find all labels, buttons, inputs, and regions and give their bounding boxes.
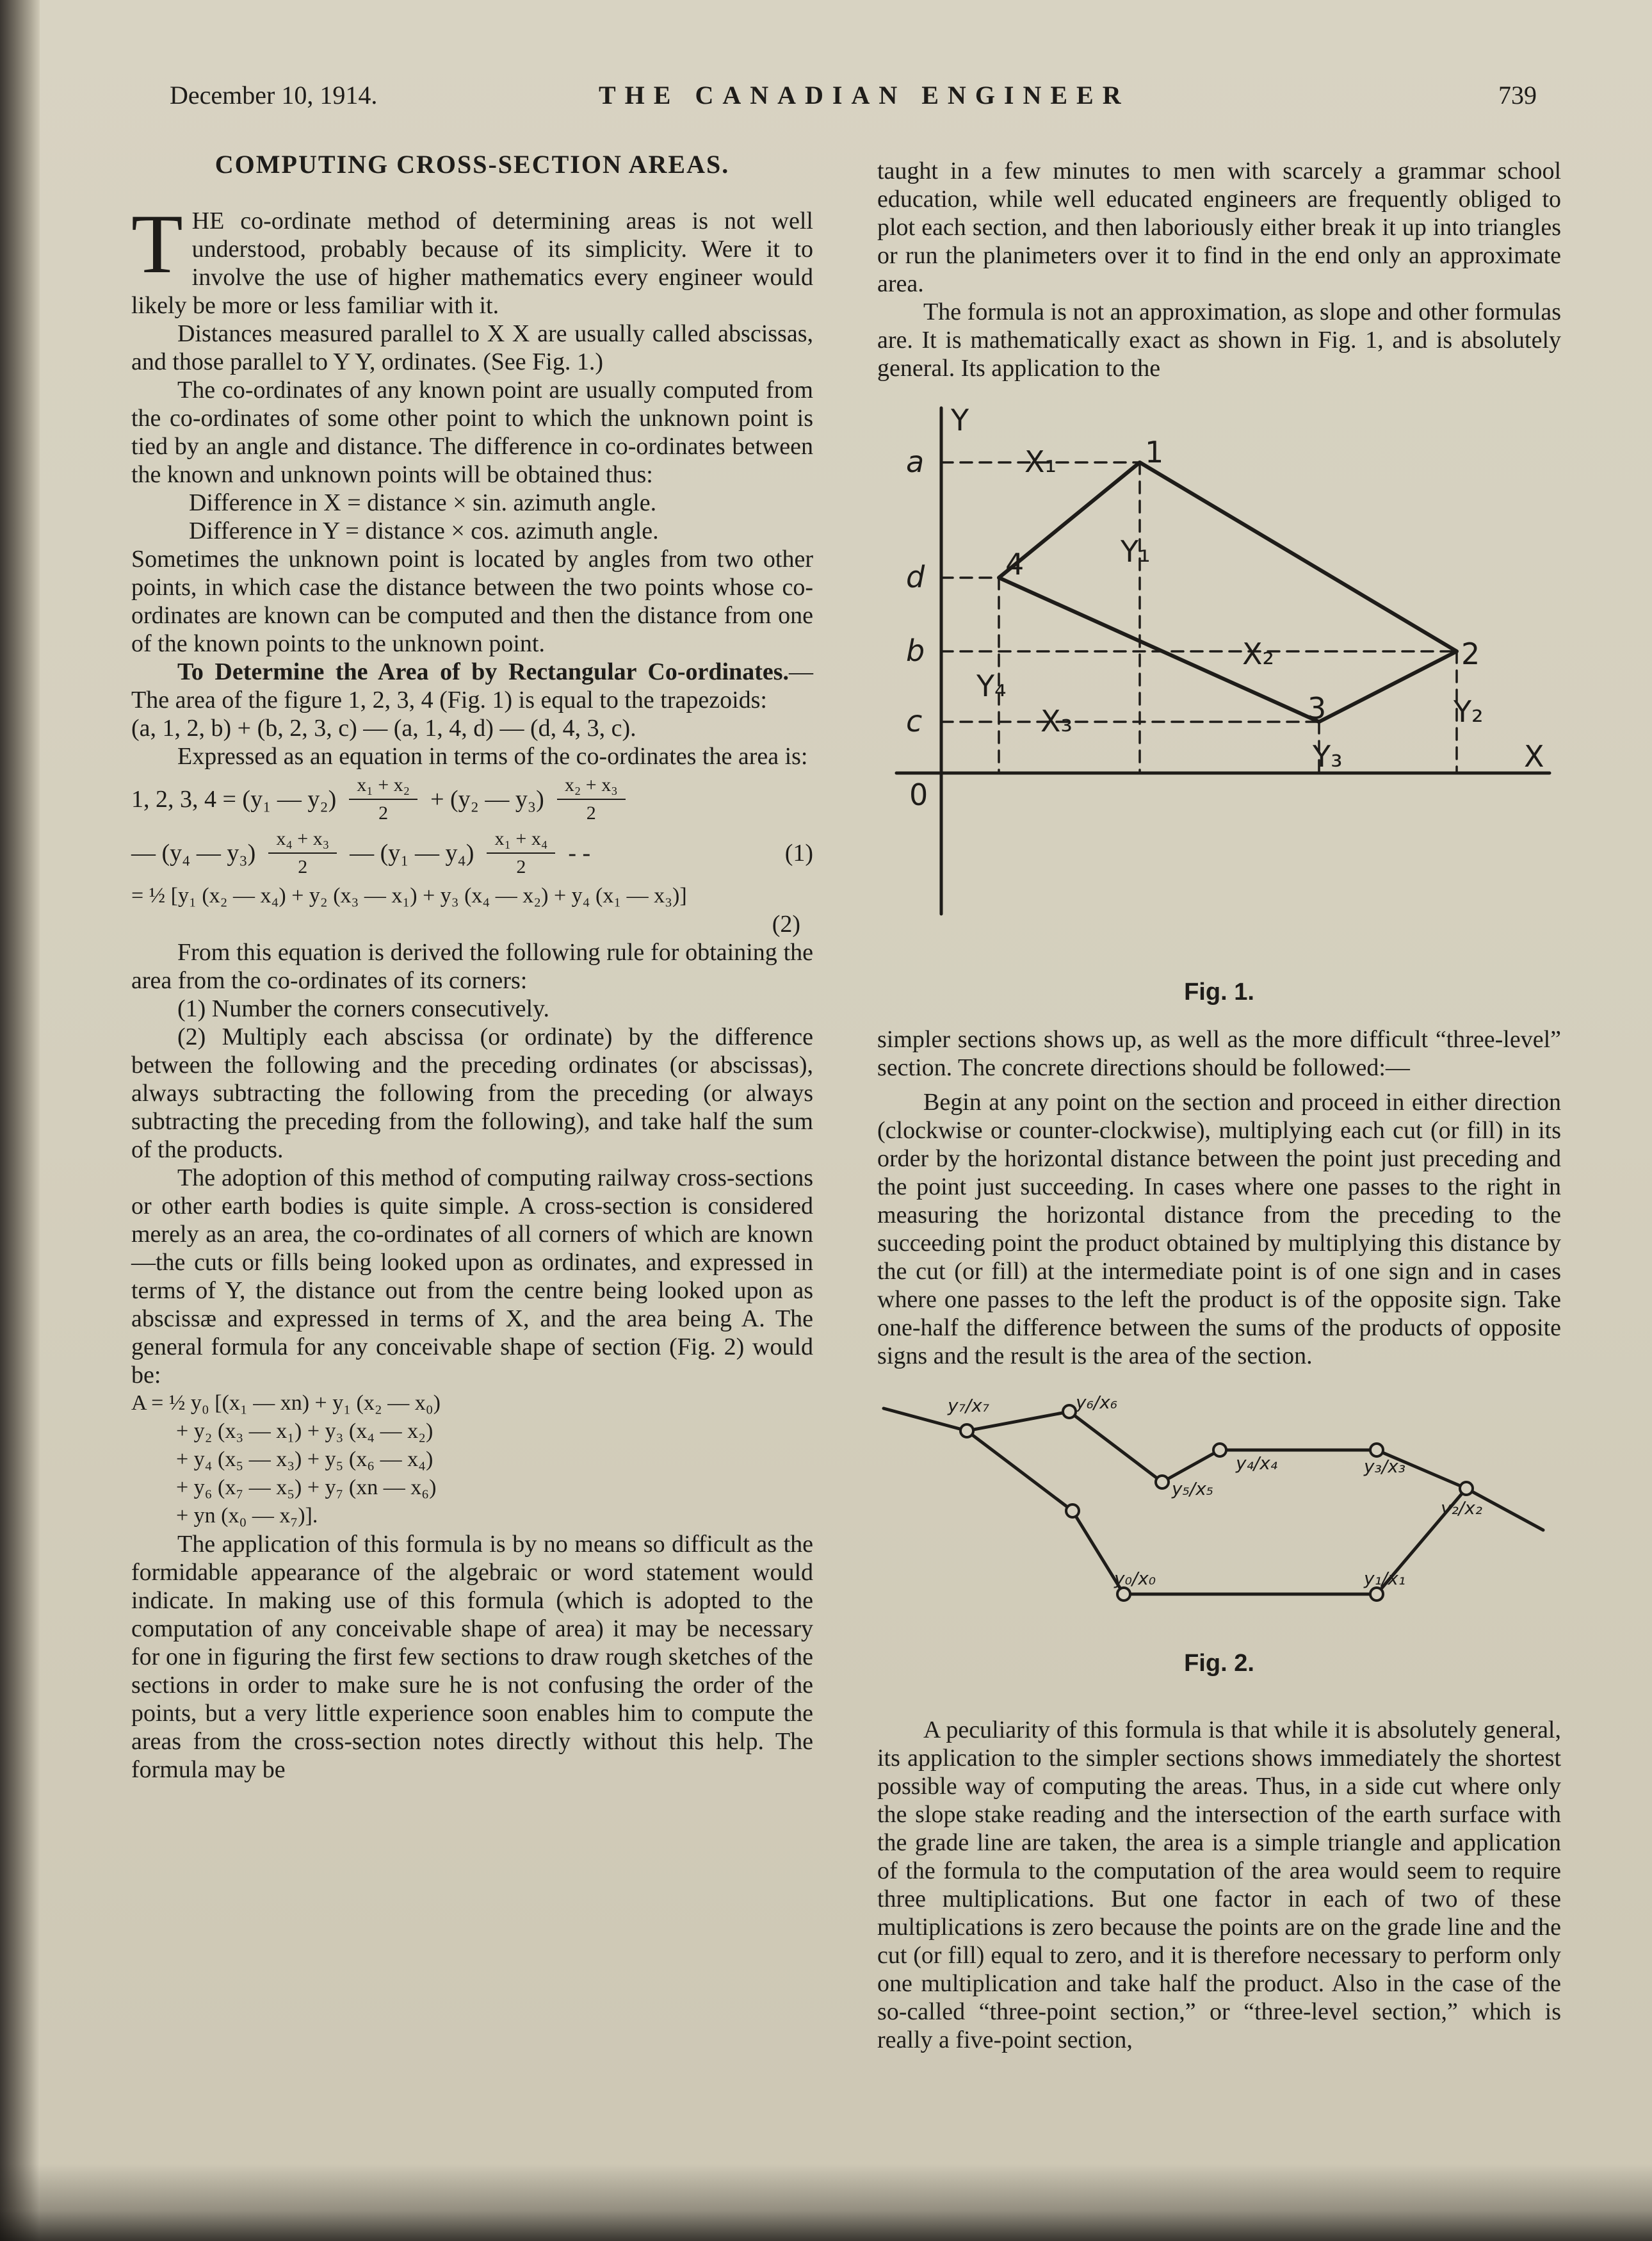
fig2-point-7 — [960, 1424, 973, 1437]
fig1-point-1: 1 — [1145, 435, 1164, 469]
fig2-label-5: y₅/x₅ — [1172, 1478, 1214, 1499]
eq1-term-a: — (y₄ — y₃) — [131, 840, 256, 867]
fig2-label-3: y₃/x₃ — [1364, 1456, 1406, 1477]
section-subhead: To Determine the Area of by Rectangular Co-ordinates. — [177, 658, 789, 685]
figure-2 — [877, 1389, 1561, 1645]
fig2-point-4 — [1213, 1444, 1226, 1456]
fig1-level-c: c — [906, 704, 923, 738]
rule-1: (1) Number the corners consecutively. — [177, 995, 550, 1022]
fig2-point-6 — [1063, 1405, 1076, 1418]
expressed-paragraph: Expressed as an equation in terms of the co-ordinates the area is: — [177, 743, 808, 770]
fig2-label-2: y₂/x₂ — [1441, 1497, 1483, 1519]
figure-1-caption: Fig. 1. — [1184, 979, 1254, 1006]
figure-2-caption: Fig. 2. — [1184, 1650, 1254, 1677]
figure-1 — [877, 402, 1561, 978]
fig2-label-6: y₆/x₆ — [1076, 1392, 1118, 1413]
book-spine-shadow — [0, 0, 40, 2241]
fig1-y4-label: Y₄ — [976, 669, 1007, 703]
derived-paragraph: From this equation is derived the following rule for obtaining the area from the co-ordinates of its corners: — [131, 939, 813, 994]
journal-title: THE CANADIAN ENGINEER — [599, 81, 1130, 110]
eq1-fraction-3: $\frac{\text{x₄ + x₃}}{2}$ — [268, 828, 337, 878]
fig2-point-3 — [1370, 1444, 1383, 1456]
fig2-point-5 — [1156, 1476, 1169, 1488]
fig1-x3-label: X₃ — [1041, 704, 1073, 738]
fig1-x2-label: X₂ — [1242, 637, 1274, 671]
difference-y-line: Difference in Y = distance × cos. azimuth angle. — [189, 517, 659, 544]
fig1-level-d: d — [906, 560, 925, 594]
general-formula — [131, 1389, 813, 1530]
eq1-term-b: — (y₁ — y₄) — [350, 840, 474, 867]
fig2-point-0 — [1117, 1588, 1130, 1601]
fig1-level-a: a — [906, 444, 925, 479]
fig2-label-7: y₇/x₇ — [948, 1395, 990, 1416]
simpler-paragraph: simpler sections shows up, as well as the more difficult “three-level” section. The concrete directions should be followed:— — [877, 1026, 1561, 1081]
peculiarity-paragraph: A peculiarity of this formula is that while it is absolutely general, its application to the simpler sections shows immediately the shortest possible way of computing the areas. Thus, in a side cut where only the slope stake reading and the intersection of the earth surface with the grade line are taken, the area is a simple triangle and application of the formula to the computation of the area would seem to require three multiplications. But one factor in each of two of these multiplications is zero because the points are on the grade line and the cut (or fill) equal to zero, and it is therefore necessary to perform only one multiplication and take half the product. Also in the case of the so-called “three-point section,” or “three-level section,” which is really a five-point section, — [877, 1716, 1561, 2053]
general-formula-line: A = ½ y₀ [(x₁ — xn) + y₁ (x₂ — x₀) — [131, 1391, 441, 1415]
general-formula-line: + y₂ (x₃ — x₁) + y₃ (x₄ — x₂) — [176, 1419, 433, 1443]
coordinates-paragraph: The co-ordinates of any known point are usually computed from the co-ordinates of some other point to which the unknown point is tied by an angle and distance. The difference in co-ordinates between the known and unknown points will be obtained thus: — [131, 377, 813, 488]
adoption-paragraph: The adoption of this method of computing railway cross-sections or other earth bodies is quite simple. A cross-section is considered merely as an area, the co-ordinates of all corners of which are known—the cuts or fills being looked upon as ordinates, and expressed in terms of Y, the distance out from the centre being looked upon as abscissæ and expressed in terms of X, and the area being A. The general formula for any conceivable shape of section (Fig. 2) would be: — [131, 1164, 813, 1389]
page-number: 739 — [1498, 81, 1537, 110]
right-column — [877, 157, 1561, 2054]
eq1-fraction-4: $\frac{\text{x₁ + x₄}}{2}$ — [487, 828, 555, 878]
fig2-point-1 — [1370, 1588, 1383, 1601]
eq1-fraction-1: $\frac{\text{x₁ + x₂}}{2}$ — [349, 774, 417, 824]
equation-1-line-1 — [131, 774, 813, 824]
fig2-point-n — [1066, 1504, 1079, 1517]
fig1-origin-label: 0 — [909, 778, 928, 812]
equation-1-line-2 — [131, 828, 813, 878]
general-formula-line: + y₆ (x₇ — x₅) + y₇ (xn — x₆) — [176, 1476, 437, 1499]
begin-paragraph: Begin at any point on the section and proceed in either direction (clockwise or counter-clockwise), multiplying each cut (or fill) in its order by the horizontal distance between the point just preceding and the point just succeeding. In cases where one passes to the right in measuring the horizontal distance from the preceding to the succeeding point the product obtained by multiplying this distance by the cut (or fill) at the intermediate point is of one sign and in cases where one passes to the left the product is of the opposite sign. Take one-half the difference between the sums of the products of opposite signs and the result is the area of the section. — [877, 1089, 1561, 1369]
page-header — [170, 80, 1537, 118]
sometimes-paragraph: Sometimes the unknown point is located by angles from two other points, in which case the distance between the two points whose co-ordinates are known can be computed and then the distance from one of the known points to the unknown point. — [131, 546, 813, 657]
general-formula-line: + yn (x₀ — x₇)]. — [176, 1504, 318, 1528]
intro-text: HE co-ordinate method of determining areas is not well understood, probably because of its simplicity. Were it to involve the use of higher mathematics every engineer would likely be more or less familiar with it. — [131, 208, 813, 319]
general-formula-line: + y₄ (x₅ — x₃) + y₅ (x₆ — x₄) — [176, 1447, 433, 1471]
eq1-dashes: - - — [568, 840, 591, 867]
page-bottom-shadow — [0, 2164, 1652, 2241]
fig1-x-axis-label: X — [1524, 739, 1544, 774]
subhead-paragraph — [131, 658, 813, 714]
fig2-label-4: y₄/x₄ — [1236, 1453, 1278, 1474]
abscissas-paragraph: Distances measured parallel to X X are usually called abscissas, and those parallel to Y Y, ordinates. (See Fig. 1.) — [131, 320, 813, 375]
formula-exact-paragraph: The formula is not an approximation, as slope and other formulas are. It is mathematically exact as shown in Fig. 1, and is absolutely general. Its application to the — [877, 298, 1561, 382]
fig1-y3-label: Y₃ — [1313, 739, 1343, 774]
fig1-y1-label: Y₁ — [1121, 534, 1151, 569]
fig2-label-0: y₀/x₀ — [1114, 1568, 1156, 1589]
issue-date: December 10, 1914. — [170, 81, 378, 110]
eq1-fraction-2: $\frac{\text{x₂ + x₃}}{2}$ — [557, 774, 626, 824]
eq1-lhs: 1, 2, 3, 4 = (y₁ — y₂) — [131, 786, 337, 813]
fig1-point-2: 2 — [1461, 637, 1480, 671]
fig1-y2-label: Y₂ — [1454, 694, 1484, 729]
taught-paragraph: taught in a few minutes to men with scarcely a grammar school education, while well educated engineers are frequently obliged to plot each section, and then laboriously either break it up into triangles or run the planimeters over it to find in the end only an approximate area. — [877, 158, 1561, 297]
fig1-point-3: 3 — [1308, 691, 1327, 726]
fig1-x1-label: X₁ — [1024, 444, 1057, 479]
fig2-label-1: y₁/x₁ — [1364, 1568, 1406, 1589]
fig1-point-4: 4 — [1005, 547, 1024, 582]
rule-2: (2) Multiply each abscissa (or ordinate) by the difference between the following and the preceding ordinates (or abscissas), always subtracting the following from the preceding (or always subtracting the preceding from the following), and take half the sum of the products. — [131, 1023, 813, 1163]
fig1-polygon — [999, 462, 1457, 722]
fig2-point-2 — [1460, 1482, 1473, 1495]
equation-2-number: (2) — [772, 911, 800, 938]
drop-cap: T — [131, 197, 183, 291]
article-title: COMPUTING CROSS-SECTION AREAS. — [215, 150, 730, 179]
difference-x-line: Difference in X = distance × sin. azimuth angle. — [189, 489, 657, 516]
left-column — [131, 151, 813, 1784]
fig1-level-b: b — [906, 633, 925, 668]
application-paragraph: The application of this formula is by no means so difficult as the formidable appearance of the algebraic or word statement would indicate. In making use of this formula (which is adopted to the computation of any conceivable shape of area) it may be necessary for one in figuring the first few sections to draw rough sketches of the sections in order to make sure he is not confusing the order of the points, but a very little experience soon enables him to compute the areas from the cross-section notes directly without this help. The formula may be — [131, 1531, 813, 1783]
equation-1-number: (1) — [784, 840, 813, 867]
trapezoid-expression: (a, 1, 2, b) + (b, 2, 3, c) — (a, 1, 4, d) — (d, 4, 3, c). — [131, 715, 636, 742]
eq1-plus-term: + (y₂ — y₃) — [430, 786, 544, 813]
equation-2: = ½ [y₁ (x₂ — x₄) + y₂ (x₃ — x₁) + y₃ (x₄ — x₂) + y₄ (x₁ — x₃)] — [131, 884, 687, 908]
subhead-rest: —The area of the figure 1, 2, 3, 4 (Fig. 1) is equal to the trapezoids: — [131, 658, 813, 713]
intro-paragraph — [131, 197, 813, 320]
fig1-y-axis-label: Y — [951, 403, 969, 437]
